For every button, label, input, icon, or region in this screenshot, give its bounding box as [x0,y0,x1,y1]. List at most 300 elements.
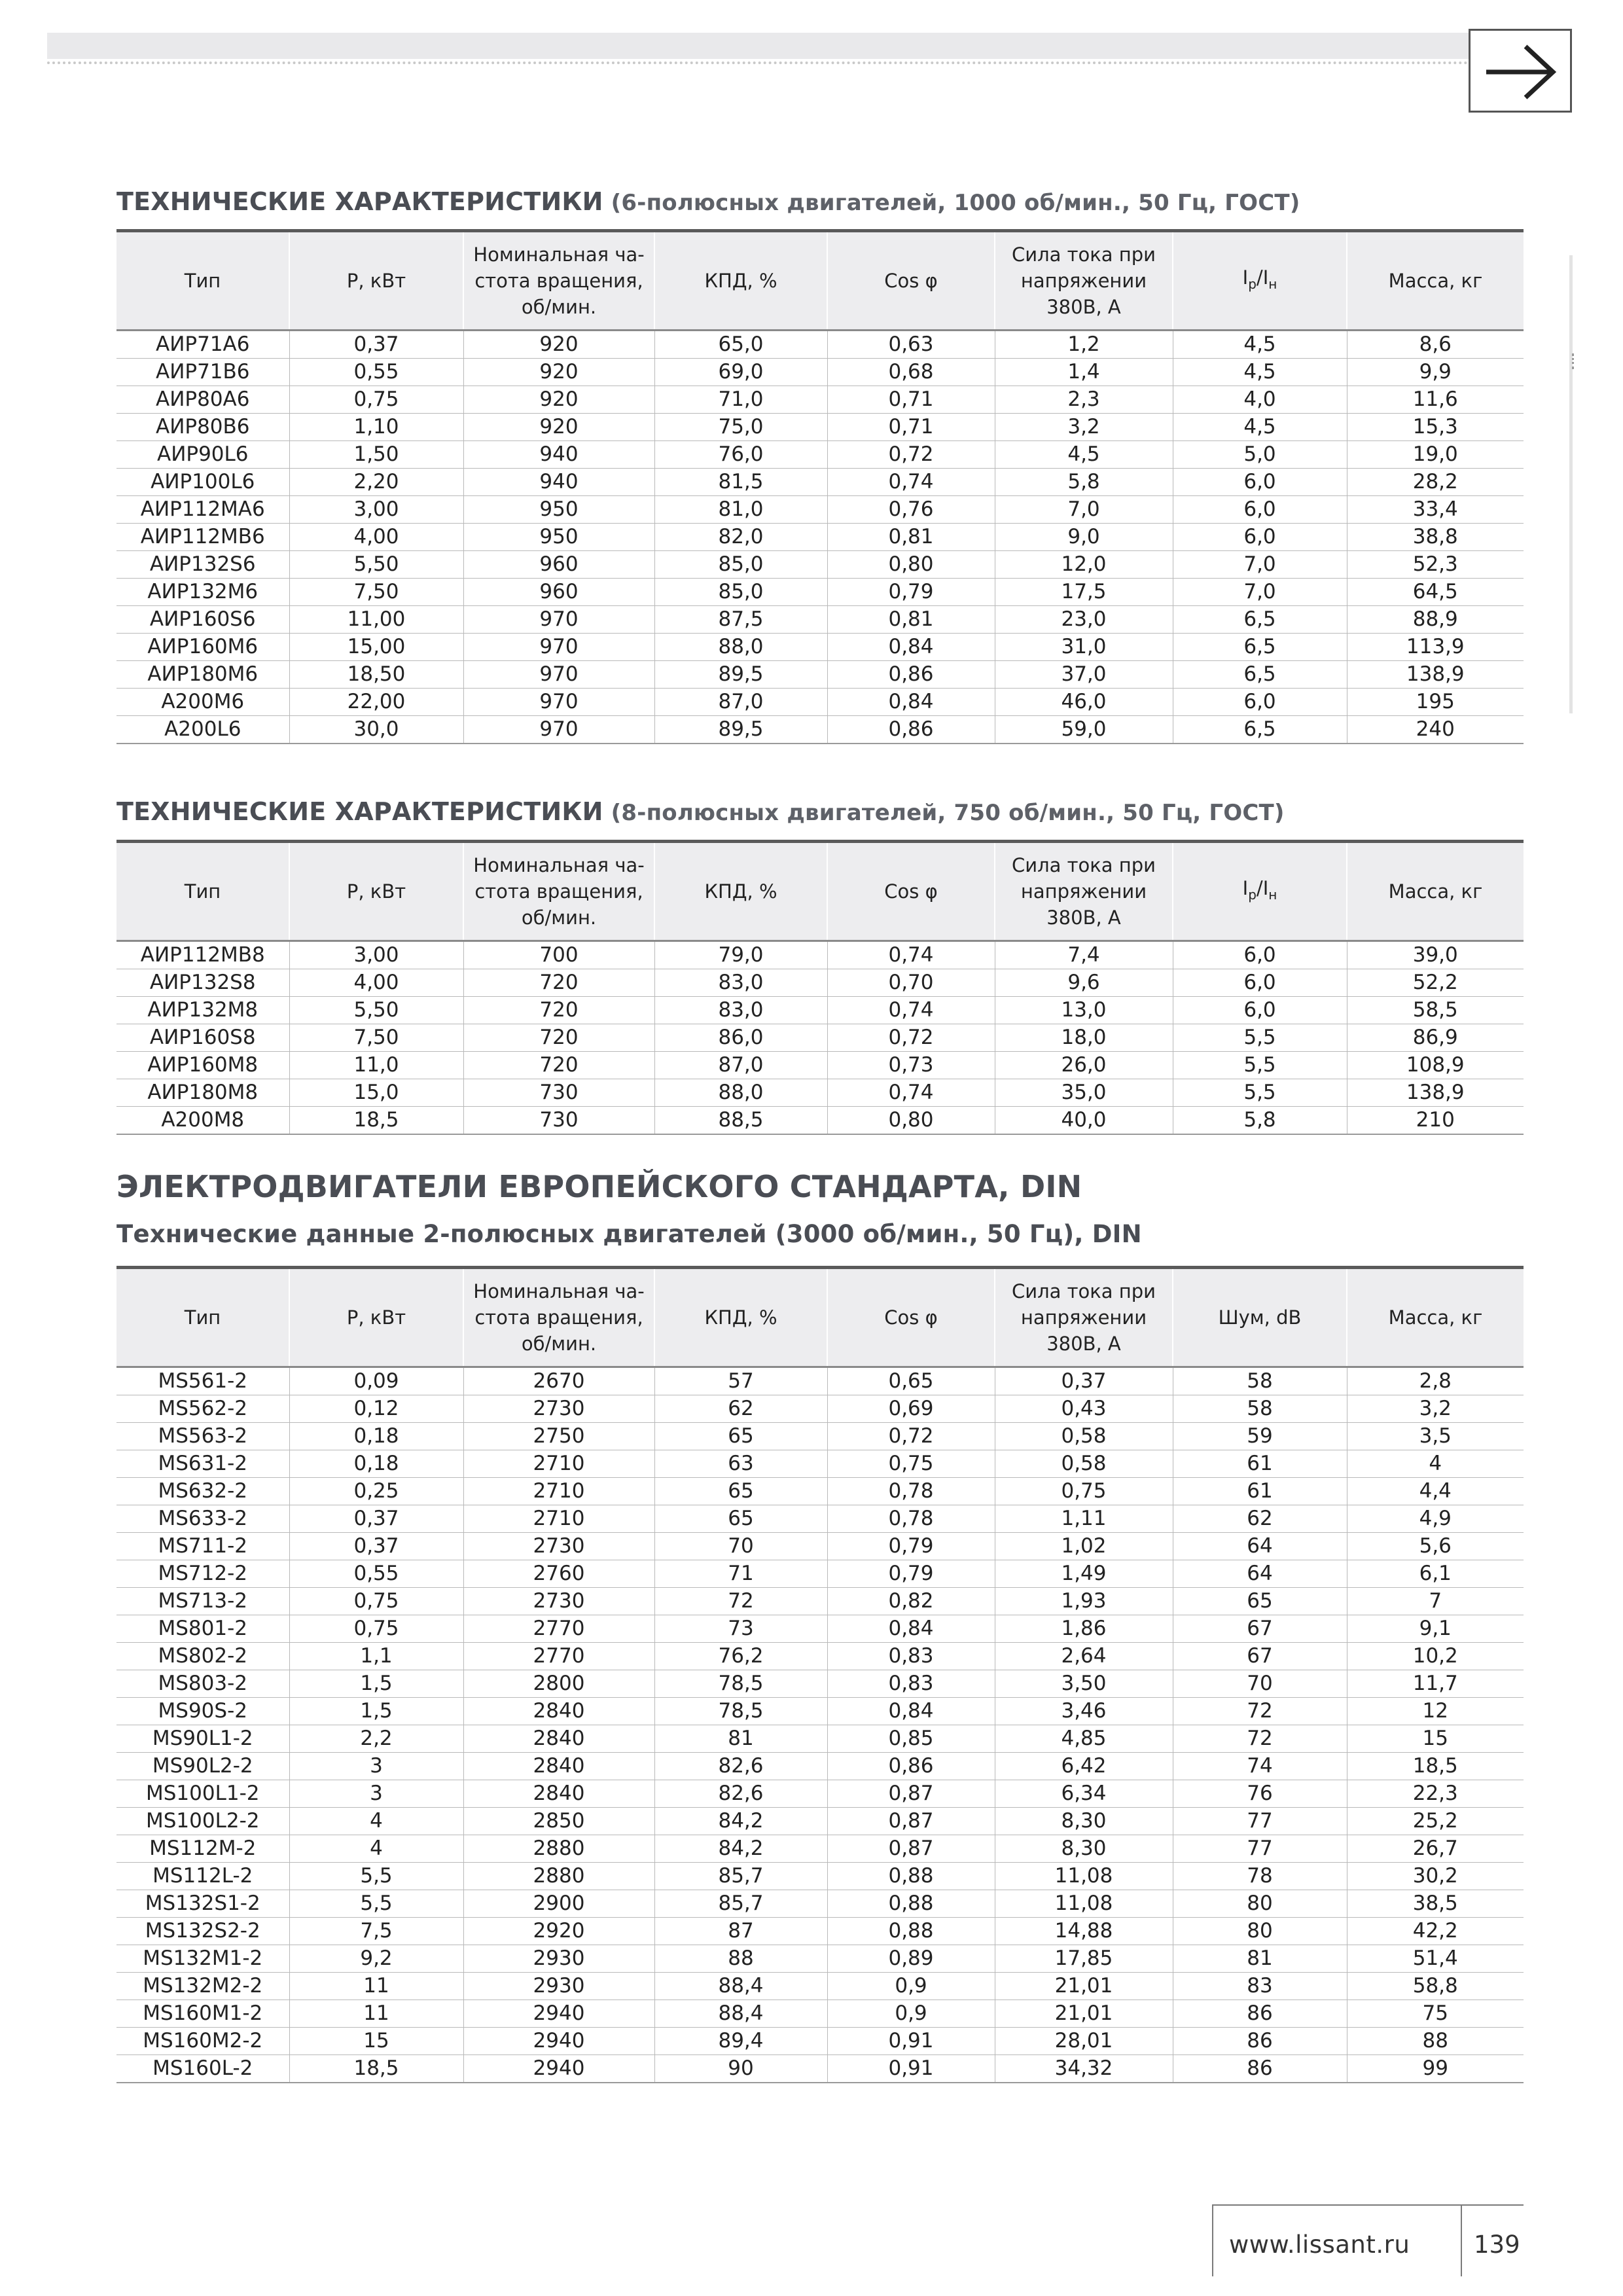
col-header-power: Р, кВт [289,231,463,331]
table-cell: 3,2 [995,414,1173,441]
table-cell: 2710 [463,1450,654,1478]
table-cell: 920 [463,414,654,441]
ratio-sep: /I [1256,877,1269,900]
table-cell: 970 [463,634,654,661]
col-header-cos: Cos φ [827,1268,995,1367]
table-row [116,1505,1524,1533]
table-cell: 730 [463,1107,654,1135]
table-cell: 81 [1173,1945,1347,1973]
table-cell: 2940 [463,2028,654,2055]
table-cell: 88,4 [654,1973,827,2000]
motor-type-cell: MS632-2 [116,1478,289,1505]
motor-type-cell: MS562-2 [116,1395,289,1423]
table-cell: 1,93 [995,1588,1173,1615]
spec-table-6-pole [116,229,1524,744]
table-cell: 0,88 [827,1890,995,1918]
table-cell: 0,73 [827,1052,995,1079]
table-cell: 62 [654,1395,827,1423]
motor-type-cell: АИР112МВ6 [116,524,289,551]
table-cell: 4,00 [289,969,463,997]
table-cell: 0,82 [827,1588,995,1615]
table-row [116,414,1524,441]
table-cell: 6,0 [1173,689,1347,716]
motor-type-cell: АИР180М6 [116,661,289,689]
table-cell: 0,69 [827,1395,995,1423]
table-row [116,606,1524,634]
table-cell: 7,50 [289,579,463,606]
table-cell: 0,72 [827,441,995,469]
table-cell: 0,76 [827,496,995,524]
table-cell: 2840 [463,1725,654,1753]
table-cell: 64 [1173,1533,1347,1560]
table-cell: 2800 [463,1670,654,1698]
table-cell: 9,2 [289,1945,463,1973]
table-cell: 950 [463,524,654,551]
table-cell: 0,80 [827,551,995,579]
table-cell: 5,5 [289,1890,463,1918]
table-cell: 58,5 [1347,997,1524,1024]
table-cell: 59,0 [995,716,1173,744]
table-cell: 88,9 [1347,606,1524,634]
table-row [116,1450,1524,1478]
table-cell: 0,78 [827,1478,995,1505]
table-cell: 2840 [463,1753,654,1780]
table-cell: 58 [1173,1367,1347,1395]
section2-title-detail: (8-полюсных двигателей, 750 об/мин., 50 Гц, ГОСТ) [603,800,1285,826]
col-header-speed: Номинальная ча-стота вращения, об/мин. [463,231,654,331]
table-row [116,1670,1524,1698]
table-cell: 78 [1173,1863,1347,1890]
table-cell: 7,0 [1173,551,1347,579]
ratio-n: н [1268,886,1277,903]
table-cell: 64,5 [1347,579,1524,606]
section3-title: ЭЛЕКТРОДВИГАТЕЛИ ЕВРОПЕЙСКОГО СТАНДАРТА, DIN [116,1169,1082,1204]
table-cell: 51,4 [1347,1945,1524,1973]
table-cell: 88 [1347,2028,1524,2055]
col-header-current: Сила тока при напряжении 380В, А [995,842,1173,941]
table-cell: 0,70 [827,969,995,997]
table-row [116,386,1524,414]
table-cell: 2770 [463,1615,654,1643]
table-cell: 0,72 [827,1024,995,1052]
section2-title-bold: ТЕХНИЧЕСКИЕ ХАРАКТЕРИСТИКИ [116,797,603,826]
table-cell: 6,5 [1173,716,1347,744]
motor-type-cell: MS112L-2 [116,1863,289,1890]
table-cell: 195 [1347,689,1524,716]
table-cell: 40,0 [995,1107,1173,1135]
table-cell: 11,08 [995,1890,1173,1918]
table-row [116,1533,1524,1560]
table-cell: 83 [1173,1973,1347,2000]
table-cell: 2,8 [1347,1367,1524,1395]
table-cell: 11 [289,1973,463,2000]
table-row [116,579,1524,606]
table-cell: 4,5 [1173,414,1347,441]
table-cell: 86 [1173,2055,1347,2083]
motor-type-cell: MS633-2 [116,1505,289,1533]
table-cell: 4,9 [1347,1505,1524,1533]
table-row [116,941,1524,969]
table-cell: 28,01 [995,2028,1173,2055]
table-cell: 46,0 [995,689,1173,716]
table-cell: 720 [463,997,654,1024]
table-cell: 0,55 [289,359,463,386]
table-cell: 78,5 [654,1670,827,1698]
table-cell: 138,9 [1347,1079,1524,1107]
table-row [116,1107,1524,1135]
table-cell: 88,4 [654,2000,827,2028]
table-cell: 30,2 [1347,1863,1524,1890]
table-cell: 0,84 [827,634,995,661]
table-cell: 2730 [463,1588,654,1615]
table-cell: 0,55 [289,1560,463,1588]
table-cell: 38,5 [1347,1890,1524,1918]
table-cell: 80 [1173,1890,1347,1918]
table-cell: 240 [1347,716,1524,744]
table-cell: 2880 [463,1863,654,1890]
table-cell: 4,4 [1347,1478,1524,1505]
next-page-button[interactable] [1469,29,1572,113]
table-cell: 2730 [463,1395,654,1423]
ratio-p: р [1248,276,1257,292]
table-cell: 3,5 [1347,1423,1524,1450]
motor-type-cell: MS802-2 [116,1643,289,1670]
ratio-n: н [1268,276,1277,292]
motor-type-cell: MS160M2-2 [116,2028,289,2055]
table-cell: 0,87 [827,1808,995,1835]
website-link[interactable]: www.lissant.ru [1229,2231,1410,2259]
table-cell: 0,74 [827,469,995,496]
table-cell: 4 [1347,1450,1524,1478]
table-cell: 0,25 [289,1478,463,1505]
col-header-mass: Масса, кг [1347,1268,1524,1367]
table-cell: 5,5 [289,1863,463,1890]
table-row [116,551,1524,579]
table-row [116,1780,1524,1808]
table-cell: 11,00 [289,606,463,634]
ratio-p: р [1248,886,1257,903]
table-cell: 26,7 [1347,1835,1524,1863]
table-cell: 38,8 [1347,524,1524,551]
table-row [116,1725,1524,1753]
table-cell: 22,00 [289,689,463,716]
table-cell: 74 [1173,1753,1347,1780]
table-cell: 5,8 [1173,1107,1347,1135]
table-cell: 0,91 [827,2028,995,2055]
table-cell: 0,75 [995,1478,1173,1505]
table-cell: 83,0 [654,969,827,997]
table-cell: 6,0 [1173,524,1347,551]
table-cell: 7,0 [1173,579,1347,606]
table-row [116,1808,1524,1835]
table-cell: 87,0 [654,689,827,716]
table-cell: 58 [1173,1395,1347,1423]
table-row [116,634,1524,661]
table-row [116,1890,1524,1918]
table-cell: 0,72 [827,1423,995,1450]
table-row [116,716,1524,744]
table-cell: 0,75 [289,1588,463,1615]
motor-type-cell: MS801-2 [116,1615,289,1643]
table-cell: 0,9 [827,1973,995,2000]
table-cell: 7,0 [995,496,1173,524]
col-header-speed: Номинальная ча-стота вращения, об/мин. [463,842,654,941]
table-cell: 11 [289,2000,463,2028]
col-header-cos: Cos φ [827,231,995,331]
table-cell: 0,78 [827,1505,995,1533]
table-cell: 0,83 [827,1643,995,1670]
table-row [116,2028,1524,2055]
table-cell: 2920 [463,1918,654,1945]
table-cell: 0,74 [827,941,995,969]
table-row [116,469,1524,496]
table-cell: 89,5 [654,661,827,689]
table-cell: 63 [654,1450,827,1478]
table-cell: 2760 [463,1560,654,1588]
col-header-type: Тип [116,231,289,331]
table-cell: 86,9 [1347,1024,1524,1052]
table-cell: 2850 [463,1808,654,1835]
table-cell: 5,5 [1173,1052,1347,1079]
table-cell: 52,3 [1347,551,1524,579]
table-cell: 3 [289,1753,463,1780]
motor-type-cell: MS561-2 [116,1367,289,1395]
table-cell: 88,0 [654,634,827,661]
table-cell: 61 [1173,1478,1347,1505]
motor-type-cell: А200М8 [116,1107,289,1135]
table-cell: 960 [463,579,654,606]
motor-type-cell: А200М6 [116,689,289,716]
table-cell: 2840 [463,1780,654,1808]
table-cell: 2840 [463,1698,654,1725]
table-row [116,689,1524,716]
table-cell: 5,6 [1347,1533,1524,1560]
table-header-row [116,1268,1524,1367]
table-cell: 76 [1173,1780,1347,1808]
table-cell: 4,5 [1173,359,1347,386]
table-cell: 2900 [463,1890,654,1918]
table-cell: 0,75 [827,1450,995,1478]
table-cell: 0,37 [995,1367,1173,1395]
table-cell: 18,5 [289,1107,463,1135]
table-cell: 76,0 [654,441,827,469]
table-cell: 11,08 [995,1863,1173,1890]
col-header-current: Сила тока при напряжении 380В, А [995,231,1173,331]
motor-type-cell: MS160M1-2 [116,2000,289,2028]
header-bar [47,33,1469,59]
table-cell: 2,20 [289,469,463,496]
table-cell: 37,0 [995,661,1173,689]
table-cell: 9,6 [995,969,1173,997]
table-cell: 75,0 [654,414,827,441]
table-cell: 33,4 [1347,496,1524,524]
motor-type-cell: MS563-2 [116,1423,289,1450]
table-cell: 13,0 [995,997,1173,1024]
footer-divider [1461,2206,1462,2276]
table-cell: 9,9 [1347,359,1524,386]
motor-type-cell: MS100L1-2 [116,1780,289,1808]
table-cell: 720 [463,1024,654,1052]
table-cell: 15,0 [289,1079,463,1107]
table-cell: 2,2 [289,1725,463,1753]
col-header-mass: Масса, кг [1347,842,1524,941]
motor-type-cell: MS132S1-2 [116,1890,289,1918]
table-cell: 0,81 [827,524,995,551]
ratio-i: I [1242,266,1249,289]
motor-type-cell: АИР71А6 [116,331,289,359]
table-cell: 88 [654,1945,827,1973]
table-cell: 138,9 [1347,661,1524,689]
table-cell: 6,0 [1173,469,1347,496]
table-cell: 23,0 [995,606,1173,634]
table-cell: 970 [463,689,654,716]
table-cell: 62 [1173,1505,1347,1533]
table-cell: 0,83 [827,1670,995,1698]
table-cell: 1,02 [995,1533,1173,1560]
table-cell: 81 [654,1725,827,1753]
table-cell: 6,1 [1347,1560,1524,1588]
table-cell: 28,2 [1347,469,1524,496]
table-cell: 0,88 [827,1863,995,1890]
table-cell: 0,84 [827,689,995,716]
table-cell: 0,80 [827,1107,995,1135]
table-cell: 1,4 [995,359,1173,386]
table-cell: 82,6 [654,1780,827,1808]
table-cell: 8,30 [995,1808,1173,1835]
motor-type-cell: MS132S2-2 [116,1918,289,1945]
col-header-noise: Шум, dB [1173,1268,1347,1367]
table-cell: 82,0 [654,524,827,551]
table-cell: 85,0 [654,551,827,579]
table-cell: 42,2 [1347,1918,1524,1945]
col-header-speed: Номинальная ча-стота вращения, об/мин. [463,1268,654,1367]
table-row [116,1052,1524,1079]
table-cell: 83,0 [654,997,827,1024]
table-row [116,1973,1524,2000]
table-cell: 70 [1173,1670,1347,1698]
table-cell: 2940 [463,2055,654,2083]
table-cell: 0,86 [827,661,995,689]
motor-type-cell: АИР180М8 [116,1079,289,1107]
table-cell: 2,3 [995,386,1173,414]
motor-type-cell: MS132M1-2 [116,1945,289,1973]
table-cell: 77 [1173,1808,1347,1835]
table-cell: 4,85 [995,1725,1173,1753]
side-scroll-marker [1572,353,1577,369]
table-cell: 84,2 [654,1835,827,1863]
table-row [116,1395,1524,1423]
table-cell: 12 [1347,1698,1524,1725]
table-cell: 108,9 [1347,1052,1524,1079]
table-cell: 79,0 [654,941,827,969]
table-cell: 1,49 [995,1560,1173,1588]
motor-type-cell: MS90S-2 [116,1698,289,1725]
table-cell: 72 [1173,1698,1347,1725]
table-cell: 65 [654,1423,827,1450]
table-cell: 0,79 [827,579,995,606]
table-row [116,1079,1524,1107]
table-cell: 0,91 [827,2055,995,2083]
table-row [116,1560,1524,1588]
table-cell: 4,00 [289,524,463,551]
motor-type-cell: АИР112МА6 [116,496,289,524]
table-cell: 86 [1173,2028,1347,2055]
section2-title [116,797,1285,826]
table-cell: 0,71 [827,386,995,414]
motor-type-cell: АИР160S8 [116,1024,289,1052]
table-cell: 89,4 [654,2028,827,2055]
table-cell: 35,0 [995,1079,1173,1107]
section3-subtitle: Технические данные 2-полюсных двигателей (3000 об/мин., 50 Гц), DIN [116,1220,1142,1248]
table-cell: 2930 [463,1945,654,1973]
table-cell: 0,09 [289,1367,463,1395]
table-cell: 2710 [463,1478,654,1505]
table-cell: 70 [654,1533,827,1560]
table-cell: 0,89 [827,1945,995,1973]
motor-type-cell: MS100L2-2 [116,1808,289,1835]
table-cell: 720 [463,969,654,997]
table-cell: 6,5 [1173,634,1347,661]
table-cell: 82,6 [654,1753,827,1780]
motor-type-cell: MS112M-2 [116,1835,289,1863]
table-cell: 99 [1347,2055,1524,2083]
table-cell: 3,46 [995,1698,1173,1725]
table-row [116,661,1524,689]
table-cell: 6,0 [1173,941,1347,969]
table-cell: 0,37 [289,1533,463,1560]
table-cell: 12,0 [995,551,1173,579]
table-cell: 77 [1173,1835,1347,1863]
col-header-power: Р, кВт [289,1268,463,1367]
motor-type-cell: MS631-2 [116,1450,289,1478]
motor-type-cell: MS712-2 [116,1560,289,1588]
table-cell: 65 [654,1505,827,1533]
table-cell: 5,5 [1173,1079,1347,1107]
section1-title-detail: (6-полюсных двигателей, 1000 об/мин., 50 Гц, ГОСТ) [603,190,1300,216]
table-cell: 22,3 [1347,1780,1524,1808]
table-cell: 4,5 [995,441,1173,469]
motor-type-cell: MS132M2-2 [116,1973,289,2000]
table-cell: 0,58 [995,1450,1173,1478]
table-cell: 3,2 [1347,1395,1524,1423]
col-header-current: Сила тока при напряжении 380В, А [995,1268,1173,1367]
table-cell: 0,79 [827,1533,995,1560]
table-cell: 2880 [463,1835,654,1863]
table-cell: 58,8 [1347,1973,1524,2000]
table-cell: 4 [289,1835,463,1863]
table-cell: 8,30 [995,1835,1173,1863]
table-row [116,441,1524,469]
table-cell: 0,37 [289,1505,463,1533]
motor-type-cell: MS90L2-2 [116,1753,289,1780]
col-header-mass: Масса, кг [1347,231,1524,331]
table-cell: 0,74 [827,1079,995,1107]
table-row [116,2000,1524,2028]
side-scroll-rule [1569,255,1573,713]
table-cell: 970 [463,716,654,744]
motor-type-cell: MS803-2 [116,1670,289,1698]
table-row [116,1588,1524,1615]
motor-type-cell: АИР160М6 [116,634,289,661]
table-cell: 0,18 [289,1423,463,1450]
table-cell: 18,5 [1347,1753,1524,1780]
table-cell: 90 [654,2055,827,2083]
table-cell: 86 [1173,2000,1347,2028]
table-cell: 72 [1173,1725,1347,1753]
table-cell: 75 [1347,2000,1524,2028]
table-cell: 17,85 [995,1945,1173,1973]
table-cell: 52,2 [1347,969,1524,997]
